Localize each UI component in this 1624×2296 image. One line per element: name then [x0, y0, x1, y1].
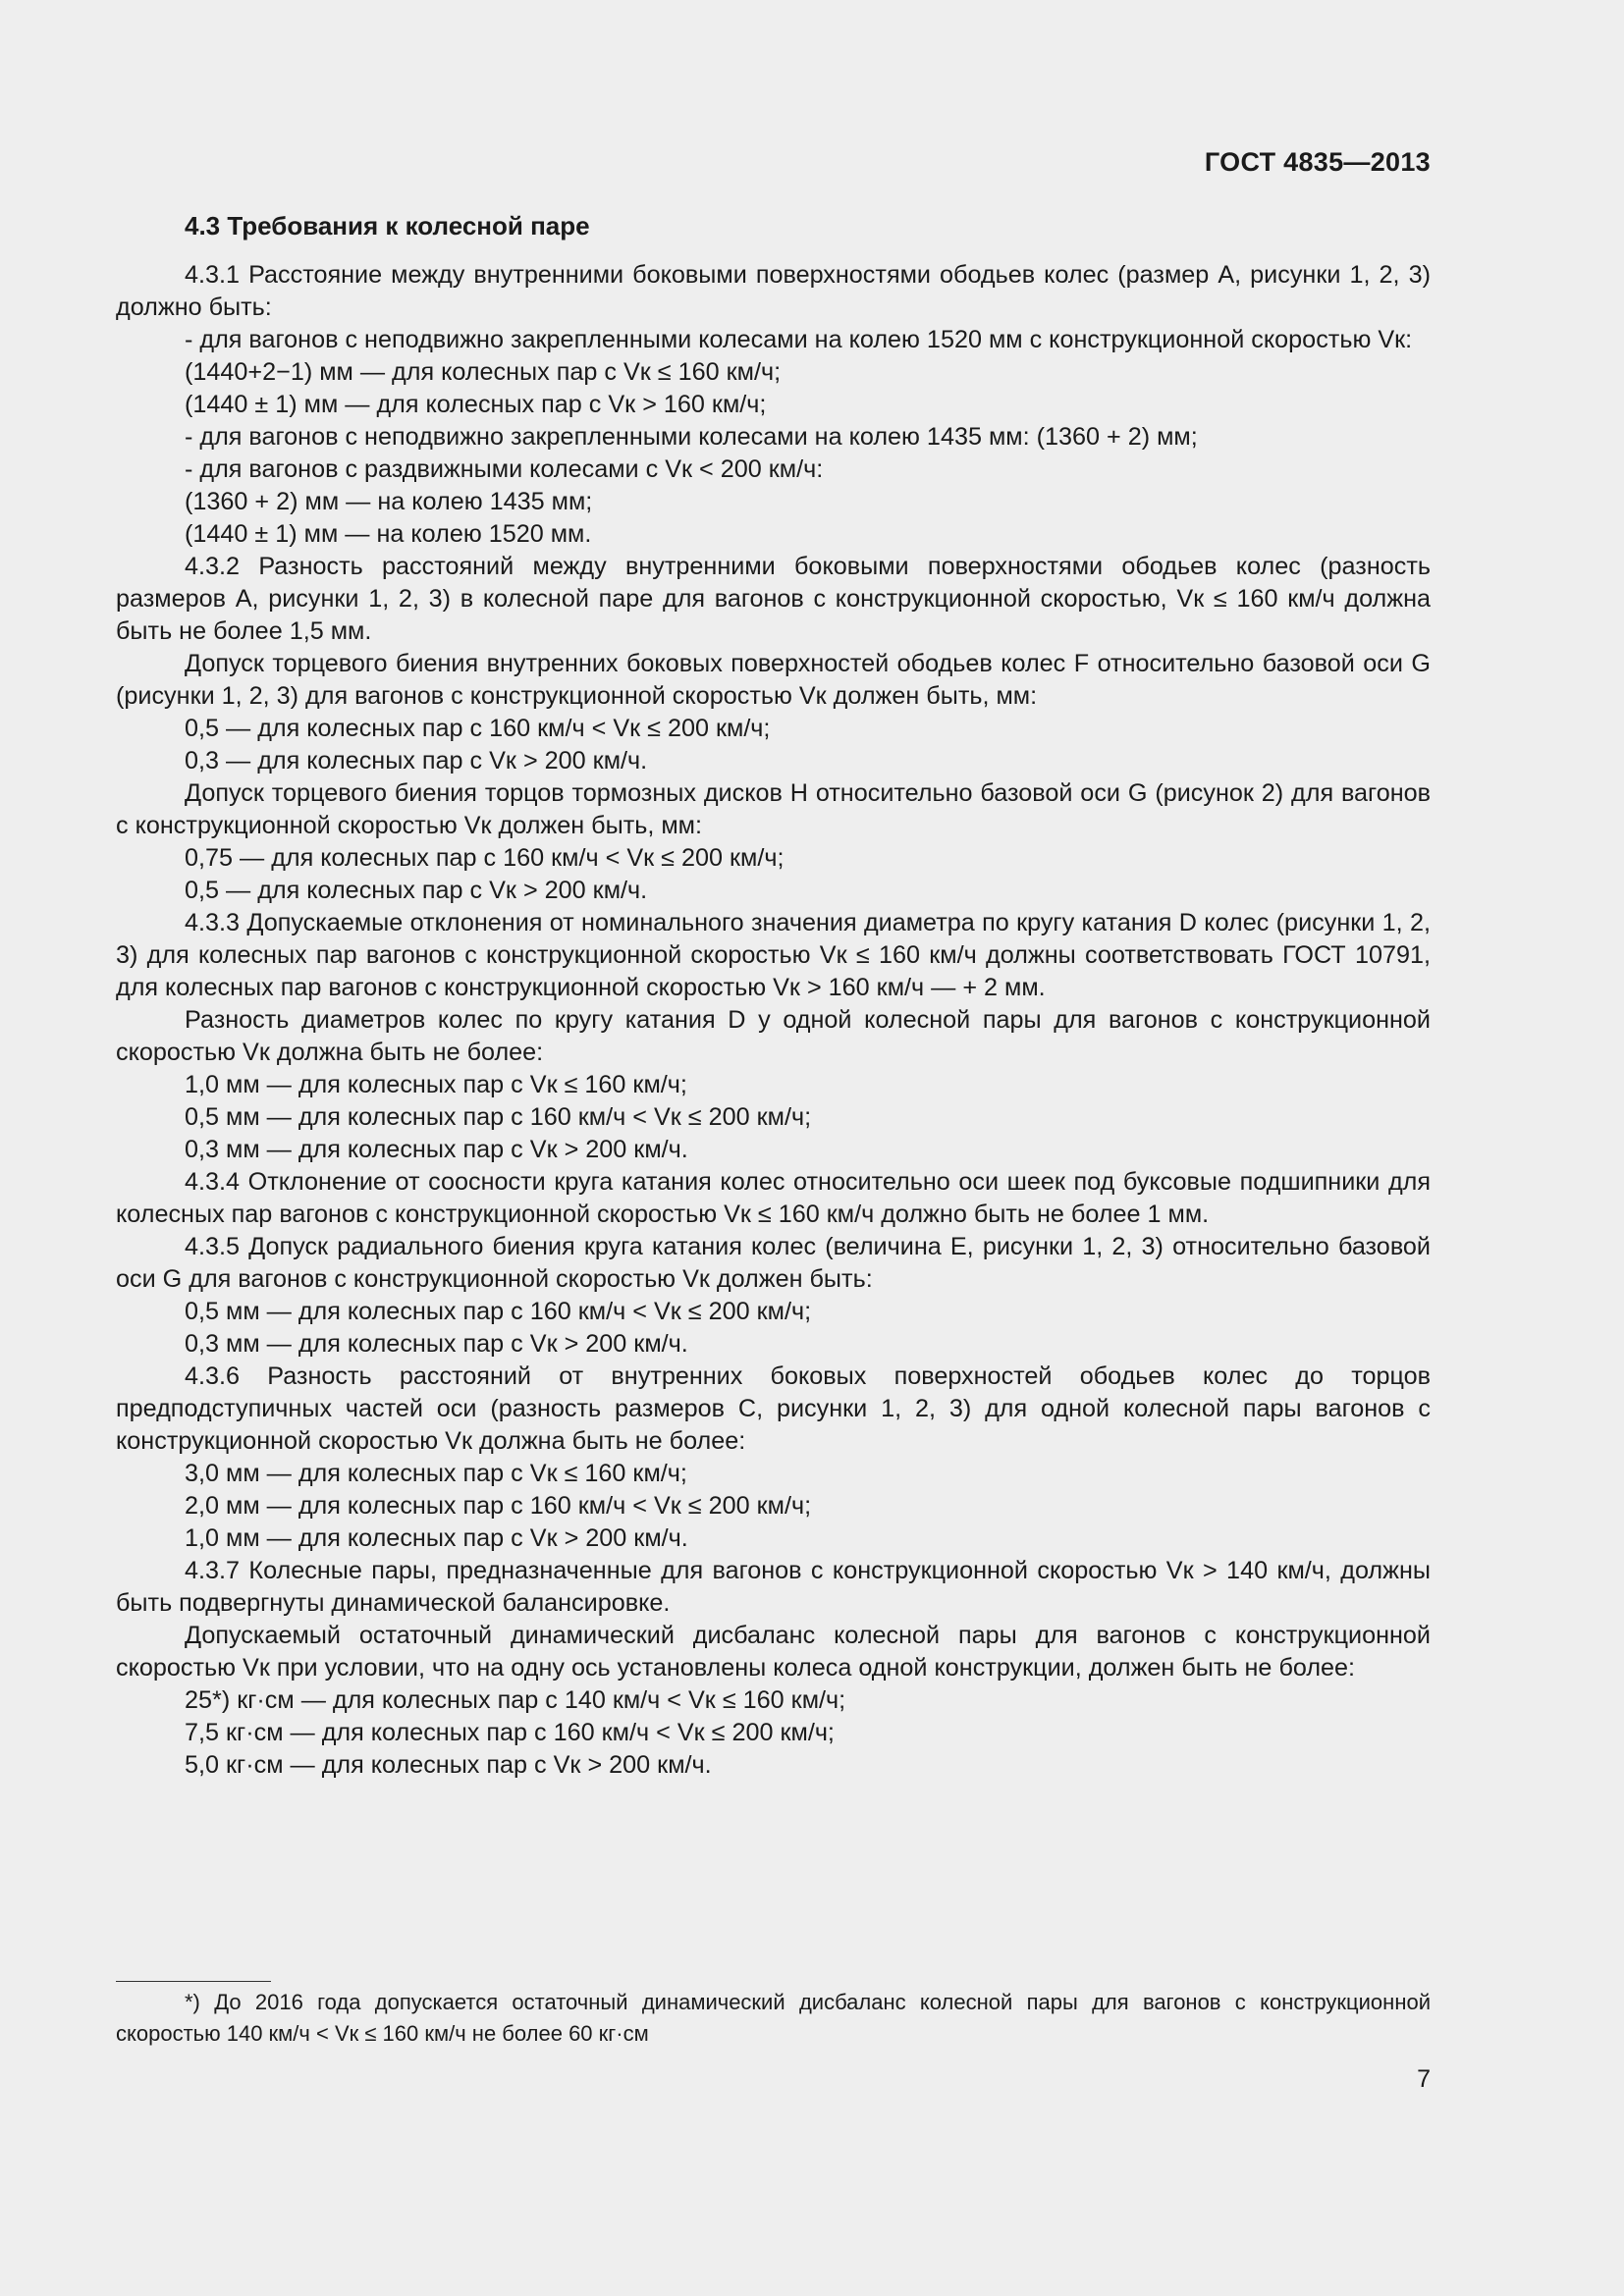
list-item: 0,3 мм — для колесных пар с Vк > 200 км/ч. — [185, 1136, 688, 1163]
paragraph: Разность диаметров колес по кругу катания D у одной колесной пары для вагонов с конструкционной скоростью Vк должна быть не более: — [116, 1006, 1431, 1066]
body-text — [116, 259, 1431, 1782]
paragraph: 4.3.3 Допускаемые отклонения от номинального значения диаметра по кругу катания D колес (рисунки 1, 2, 3) для колесных пар вагонов с конструкционной скоростью Vк ≤ 160 км/ч должны соответствовать ГОСТ 10791, для колесных пар вагонов с конструкционной скоростью Vк > 160 км/ч — + 2 мм. — [116, 909, 1431, 1001]
paragraph: Допуск торцевого биения внутренних боковых поверхностей ободьев колес F относительно базовой оси G (рисунки 1, 2, 3) для вагонов с конструкционной скоростью Vк должен быть, мм: — [116, 650, 1431, 710]
paragraph: 4.3.7 Колесные пары, предназначенные для вагонов с конструкционной скоростью Vк > 140 км/ч, должны быть подвергнуты динамической балансировке. — [116, 1557, 1431, 1617]
footnote — [116, 1987, 1431, 2050]
list-item: 0,3 мм — для колесных пар с Vк > 200 км/ч. — [185, 1330, 688, 1358]
list-item: 1,0 мм — для колесных пар с Vк ≤ 160 км/ч; — [185, 1071, 687, 1098]
section-title: 4.3 Требования к колесной паре — [185, 211, 590, 240]
list-item: 0,75 — для колесных пар с 160 км/ч < Vк ≤ 200 км/ч; — [185, 844, 785, 872]
list-item: 2,0 мм — для колесных пар с 160 км/ч < Vк ≤ 200 км/ч; — [185, 1492, 812, 1520]
list-item: 0,5 мм — для колесных пар с 160 км/ч < Vк ≤ 200 км/ч; — [185, 1103, 812, 1131]
document-id-header: ГОСТ 4835—2013 — [1204, 147, 1431, 177]
list-item: 0,5 — для колесных пар с 160 км/ч < Vк ≤ 200 км/ч; — [185, 715, 771, 742]
footnote-text: *) До 2016 года допускается остаточный динамический дисбаланс колесной пары для вагонов с конструкционной скоростью 140 км/ч < Vк ≤ 160 км/ч не более 60 кг·см — [116, 1990, 1431, 2046]
paragraph: Допускаемый остаточный динамический дисбаланс колесной пары для вагонов с конструкционной скоростью Vк при условии, что на одну ось установлены колеса одной конструкции, должен быть не более: — [116, 1622, 1431, 1682]
footnote-divider — [116, 1981, 271, 1982]
list-item: 5,0 кг·см — для колесных пар с Vк > 200 км/ч. — [185, 1751, 712, 1779]
list-item: 3,0 мм — для колесных пар с Vк ≤ 160 км/ч; — [185, 1460, 687, 1487]
list-item: (1360 + 2) мм — на колею 1435 мм; — [185, 488, 593, 515]
list-item: (1440 ± 1) мм — на колею 1520 мм. — [185, 520, 592, 548]
paragraph: 4.3.1 Расстояние между внутренними боковыми поверхностями ободьев колес (размер A, рисунки 1, 2, 3) должно быть: — [116, 261, 1431, 321]
list-item: 1,0 мм — для колесных пар с Vк > 200 км/ч. — [185, 1524, 688, 1552]
list-item: 0,3 — для колесных пар с Vк > 200 км/ч. — [185, 747, 648, 774]
paragraph: 4.3.4 Отклонение от соосности круга катания колес относительно оси шеек под буксовые подшипники для колесных пар вагонов с конструкционной скоростью Vк ≤ 160 км/ч должно быть не более 1 мм. — [116, 1168, 1431, 1228]
list-item: 0,5 — для колесных пар с Vк > 200 км/ч. — [185, 877, 648, 904]
list-item: 25*) кг·см — для колесных пар с 140 км/ч < Vк ≤ 160 км/ч; — [185, 1686, 846, 1714]
list-item: - для вагонов с неподвижно закрепленными колесами на колею 1520 мм с конструкционной скоростью Vк: — [185, 326, 1413, 353]
list-item: (1440+2−1) мм — для колесных пар с Vк ≤ 160 км/ч; — [185, 358, 782, 386]
list-item: - для вагонов с раздвижными колесами с Vк < 200 км/ч: — [185, 455, 824, 483]
list-item: 0,5 мм — для колесных пар с 160 км/ч < Vк ≤ 200 км/ч; — [185, 1298, 812, 1325]
list-item: 7,5 кг·см — для колесных пар с 160 км/ч < Vк ≤ 200 км/ч; — [185, 1719, 835, 1746]
paragraph: 4.3.5 Допуск радиального биения круга катания колес (величина Е, рисунки 1, 2, 3) относительно базовой оси G для вагонов с конструкционной скоростью Vк должен быть: — [116, 1233, 1431, 1293]
list-item: (1440 ± 1) мм — для колесных пар с Vк > 160 км/ч; — [185, 391, 767, 418]
paragraph: Допуск торцевого биения торцов тормозных дисков Н относительно базовой оси G (рисунок 2) для вагонов с конструкционной скоростью Vк должен быть, мм: — [116, 779, 1431, 839]
paragraph: 4.3.6 Разность расстояний от внутренних боковых поверхностей ободьев колес до торцов предподступичных частей оси (разность размеров С, рисунки 1, 2, 3) для одной колесной пары вагонов с конструкционной скоростью Vк должна быть не более: — [116, 1362, 1431, 1455]
paragraph: 4.3.2 Разность расстояний между внутренними боковыми поверхностями ободьев колес (разность размеров A, рисунки 1, 2, 3) в колесной паре для вагонов с конструкционной скоростью, Vк ≤ 160 км/ч должна быть не более 1,5 мм. — [116, 553, 1431, 645]
list-item: - для вагонов с неподвижно закрепленными колесами на колею 1435 мм: (1360 + 2) мм; — [185, 423, 1198, 451]
page-number: 7 — [1417, 2065, 1431, 2093]
